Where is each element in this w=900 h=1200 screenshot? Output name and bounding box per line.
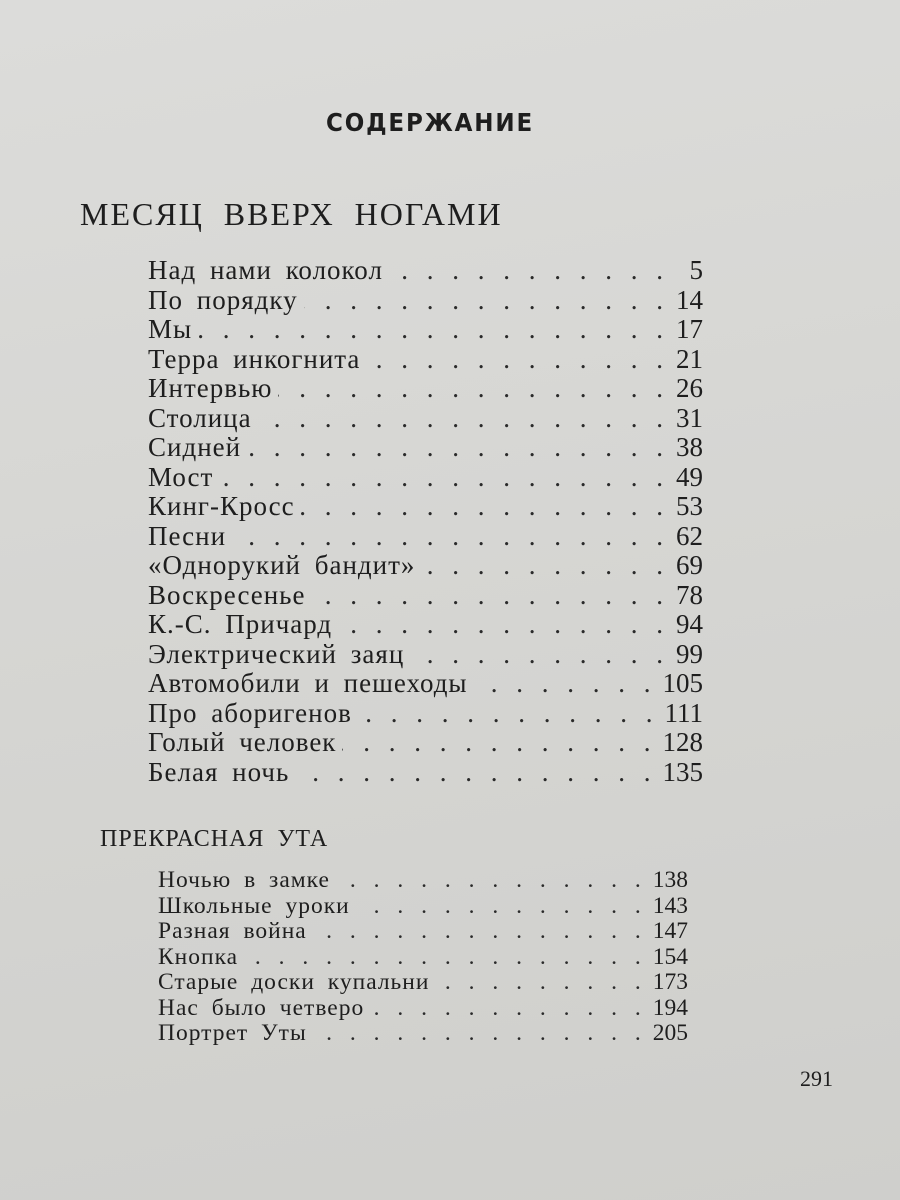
dot-leader	[258, 404, 669, 434]
toc-entry-page: 138	[652, 867, 688, 893]
toc-entry	[148, 610, 703, 640]
toc-entry-page: 128	[662, 727, 703, 757]
toc-entry	[148, 551, 703, 581]
toc-entry	[148, 315, 703, 345]
dot-leader	[219, 463, 669, 493]
dot-leader	[304, 286, 669, 316]
toc-entry	[148, 669, 703, 699]
dot-leader	[244, 945, 647, 971]
toc-entry	[148, 728, 703, 758]
toc-entry	[158, 1021, 688, 1047]
toc-entry	[148, 463, 703, 493]
toc-entry-page: 38	[676, 432, 703, 462]
toc-entry	[148, 345, 703, 375]
toc-entry-page: 14	[676, 284, 703, 315]
dot-leader	[389, 256, 669, 286]
toc-entry-page: 31	[676, 402, 703, 433]
toc-entry-page: 147	[652, 918, 688, 944]
dot-leader	[342, 728, 656, 758]
toc-entry-title: Терра инкогнита	[148, 343, 361, 374]
toc-entry-title: «Однорукий бандит»	[148, 550, 416, 580]
dot-leader	[301, 492, 669, 522]
toc-entry	[148, 404, 703, 434]
toc-entry	[148, 522, 703, 552]
toc-entry-page: 194	[652, 994, 688, 1021]
toc-entry-page: 49	[676, 461, 703, 492]
toc-list-part-1	[148, 256, 703, 787]
toc-entry-title: Белая ночь	[148, 756, 290, 787]
toc-entry-title: Воскресенье	[148, 579, 306, 610]
dot-leader	[313, 919, 647, 945]
toc-entry	[148, 640, 703, 670]
toc-entry-title: Ночью в замке	[158, 867, 330, 893]
toc-entry-title: Школьные уроки	[158, 892, 350, 919]
dot-leader	[311, 581, 669, 611]
toc-entry-title: Столица	[148, 402, 252, 433]
dot-leader	[313, 1021, 647, 1047]
toc-entry	[158, 894, 688, 920]
dot-leader	[366, 345, 669, 375]
toc-entry	[148, 374, 703, 404]
toc-entry-page: 21	[676, 343, 703, 374]
toc-entry-page: 135	[662, 756, 703, 787]
toc-entry-title: К.-С. Причард	[148, 609, 333, 639]
dot-leader	[338, 610, 669, 640]
toc-entry	[158, 996, 688, 1022]
toc-entry	[148, 286, 703, 316]
dot-leader	[410, 640, 669, 670]
toc-entry	[148, 758, 703, 788]
part-title-1: МЕСЯЦ ВВЕРХ НОГАМИ	[80, 196, 503, 232]
toc-entry	[148, 492, 703, 522]
toc-entry	[158, 919, 688, 945]
dot-leader	[278, 374, 669, 404]
toc-entry-title: По порядку	[148, 284, 298, 315]
toc-entry-page: 53	[676, 491, 703, 521]
dot-leader	[356, 894, 647, 920]
toc-entry	[158, 970, 688, 996]
toc-entry	[148, 581, 703, 611]
toc-entry-title: Разная война	[158, 918, 307, 944]
toc-entry-title: Над нами колокол	[148, 255, 383, 285]
toc-entry-title: Нас было четверо	[158, 994, 365, 1021]
toc-entry-page: 111	[664, 697, 703, 728]
dot-leader	[474, 669, 657, 699]
toc-entry-title: Электрический заяц	[148, 638, 405, 669]
dot-leader	[435, 970, 646, 996]
toc-entry	[158, 945, 688, 971]
toc-entry	[148, 699, 703, 729]
toc-entry-title: Песни	[148, 520, 227, 551]
dot-leader	[198, 315, 669, 345]
toc-entry-title: Голый человек	[148, 727, 337, 757]
toc-entry-page: 5	[689, 255, 703, 285]
toc-entry-title: Кинг-Кросс	[148, 491, 295, 521]
toc-entry-page: 205	[652, 1020, 688, 1046]
page-number: 291	[800, 1066, 833, 1091]
toc-entry-title: Сидней	[148, 432, 242, 462]
toc-entry-page: 154	[652, 943, 688, 970]
toc-entry-page: 99	[676, 638, 703, 669]
toc-entry-title: Кнопка	[158, 943, 239, 970]
toc-entry-page: 62	[676, 520, 703, 551]
toc-entry-title: Старые доски купальни	[158, 969, 430, 995]
toc-entry-title: Автомобили и пешеходы	[148, 668, 468, 698]
part-title-2: ПРЕКРАСНАЯ УТА	[100, 826, 329, 852]
toc-entry-page: 78	[676, 579, 703, 610]
dot-leader	[247, 433, 669, 463]
toc-entry-title: Мост	[148, 461, 214, 492]
dot-leader	[421, 551, 669, 581]
toc-entry-page: 143	[652, 892, 688, 919]
dot-leader	[358, 699, 659, 729]
toc-entry	[148, 433, 703, 463]
toc-entry-title: Мы	[148, 314, 193, 344]
dot-leader	[295, 758, 656, 788]
toc-entry-title: Портрет Уты	[158, 1020, 307, 1046]
toc-entry-page: 17	[676, 314, 703, 344]
dot-leader	[232, 522, 669, 552]
toc-entry-page: 26	[676, 373, 703, 403]
toc-list-part-2	[158, 868, 688, 1047]
contents-heading: СОДЕРЖАНИЕ	[325, 108, 535, 137]
toc-entry	[148, 256, 703, 286]
toc-entry-page: 94	[676, 609, 703, 639]
toc-entry	[158, 868, 688, 894]
toc-entry-title: Про аборигенов	[148, 697, 352, 728]
toc-entry-page: 69	[676, 550, 703, 580]
dot-leader	[370, 996, 647, 1022]
toc-entry-title: Интервью	[148, 373, 273, 403]
dot-leader	[336, 868, 647, 894]
toc-entry-page: 105	[662, 668, 703, 698]
toc-entry-page: 173	[652, 969, 688, 995]
